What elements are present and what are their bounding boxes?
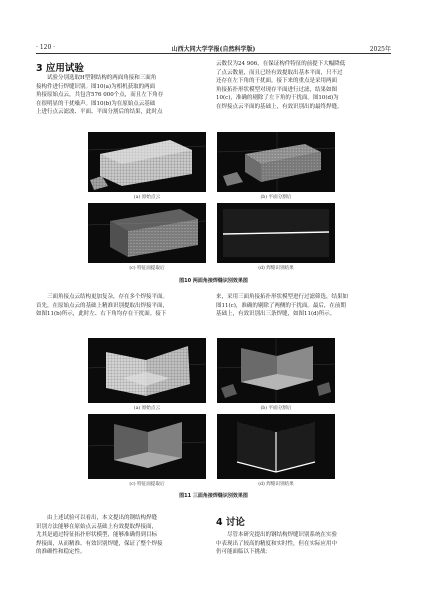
text-line: 尽管本研究提出的钢结构焊缝识别系统在实验 (227, 532, 338, 538)
header-rule (36, 53, 391, 54)
text-line: 焊接面，从而精准、有效识别焊缝，保证了整个焊接 (36, 540, 163, 547)
text-line: 尤其是通过特征拓扑形状模型，能够准确得到目标 (36, 532, 158, 539)
figure-11b-image (217, 338, 335, 403)
text-line: 来，采用三面角接拓扑形状模型进行过滤筛选，结果如 (216, 294, 349, 300)
middle-right-text (216, 293, 392, 319)
section-4-title: 4 讨论 (216, 517, 245, 528)
text-line: 首先，在原始点云的基础上精准识别提取出焊接平面， (36, 302, 169, 309)
section-4-text (216, 531, 392, 557)
figure-10a-caption: (a) 原始点云 (133, 195, 161, 200)
page-number: · 120 · (36, 44, 56, 51)
figure-11a-image (88, 338, 206, 403)
figure-11c-image (88, 414, 206, 479)
text-line: 在焊接点云平面的基础上，有效识别出的最终焊缝。 (216, 103, 343, 110)
figure-10b-caption: (b) 平面分割后 (260, 195, 292, 200)
year-label: 2025年 (369, 46, 391, 53)
text-line: 上进行点云滤波、平面、平面分割后的结果，此时点 (36, 109, 163, 116)
text-line: 由上述试验可以看出，本文提出的钢结构焊缝 (47, 515, 158, 521)
text-line: 还存在左下角的干扰面。接下来的重点是采用两面 (216, 78, 338, 85)
figure-11d-caption: (d) 焊缝识别结果 (258, 482, 294, 487)
text-line: 基础上，有效识别出三条焊缝，如图11(d)所示。 (216, 311, 336, 318)
conclusion-left-text (36, 514, 214, 557)
text-line: 中表现出了较高的精度和实时性，但在实际应用中 (216, 540, 338, 547)
figure-10c-image (88, 203, 206, 263)
text-line: 识别方法能够在原始点云基础上有效提取焊接面， (36, 523, 158, 530)
figure-11a-caption: (a) 原始点云 (133, 406, 161, 411)
text-line: 仍可能面临以下挑战： (216, 549, 272, 556)
text-line: 了点云数量，而且已经有效提取出基本平面，只不过 (216, 69, 343, 76)
text-line: 试验分别选取H型钢结构的两面角接和三面角 (47, 75, 157, 81)
figure-10d-image (217, 203, 335, 263)
figure-10a-image (88, 132, 206, 192)
section-3-title: 3 应用试验 (36, 63, 84, 74)
text-line: 角接拓扑形状模型对现存平面进行过滤，结果如图 (216, 86, 338, 93)
journal-title: 山西大同大学学报(自然科学版) (171, 46, 256, 53)
text-line: 云数仅为24 906，在保证构件特征的前提下大幅降低 (216, 61, 346, 67)
text-line: 如图11(b)所示，此时左、右下角均存在干扰面。接下 (36, 311, 167, 318)
figure-10-title: 图10 两面角接焊缝识别效果图 (179, 278, 248, 284)
middle-left-text (36, 293, 214, 319)
text-line: 三面角接点云结构更加复杂，存在多个焊接平面。 (47, 294, 169, 300)
figure-11b-caption: (b) 平面分割后 (260, 406, 292, 411)
figure-10c-caption: (c) 特征面提取后 (129, 266, 165, 271)
text-line: 角接原始点云，共包含576 000个点，而且左下角存 (36, 92, 164, 99)
section-3-right-text (216, 60, 392, 112)
figure-11d-image (217, 414, 335, 479)
text-line: 在很明显的干扰噪声。图10(b)为在原始点云基础 (36, 100, 156, 107)
figure-10d-caption: (d) 焊缝识别结果 (258, 266, 294, 271)
text-line: 接构件进行焊缝识别。图10(a)为相机获取的两面 (36, 83, 156, 90)
text-line: 的准确性和稳定性。 (36, 549, 86, 556)
figure-11-title: 图11 三面角接焊缝识别效果图 (179, 493, 248, 499)
section-3-left-text (36, 74, 214, 117)
text-line: 10(c)，准确的剔除了左下角的干扰面。图10(d)为 (216, 95, 339, 102)
text-line: 图11(c)，准确的剔除了两侧的干扰面。最后，在前期 (216, 302, 346, 309)
figure-10b-image (217, 132, 335, 192)
figure-11c-caption: (c) 特征面提取后 (129, 482, 165, 487)
